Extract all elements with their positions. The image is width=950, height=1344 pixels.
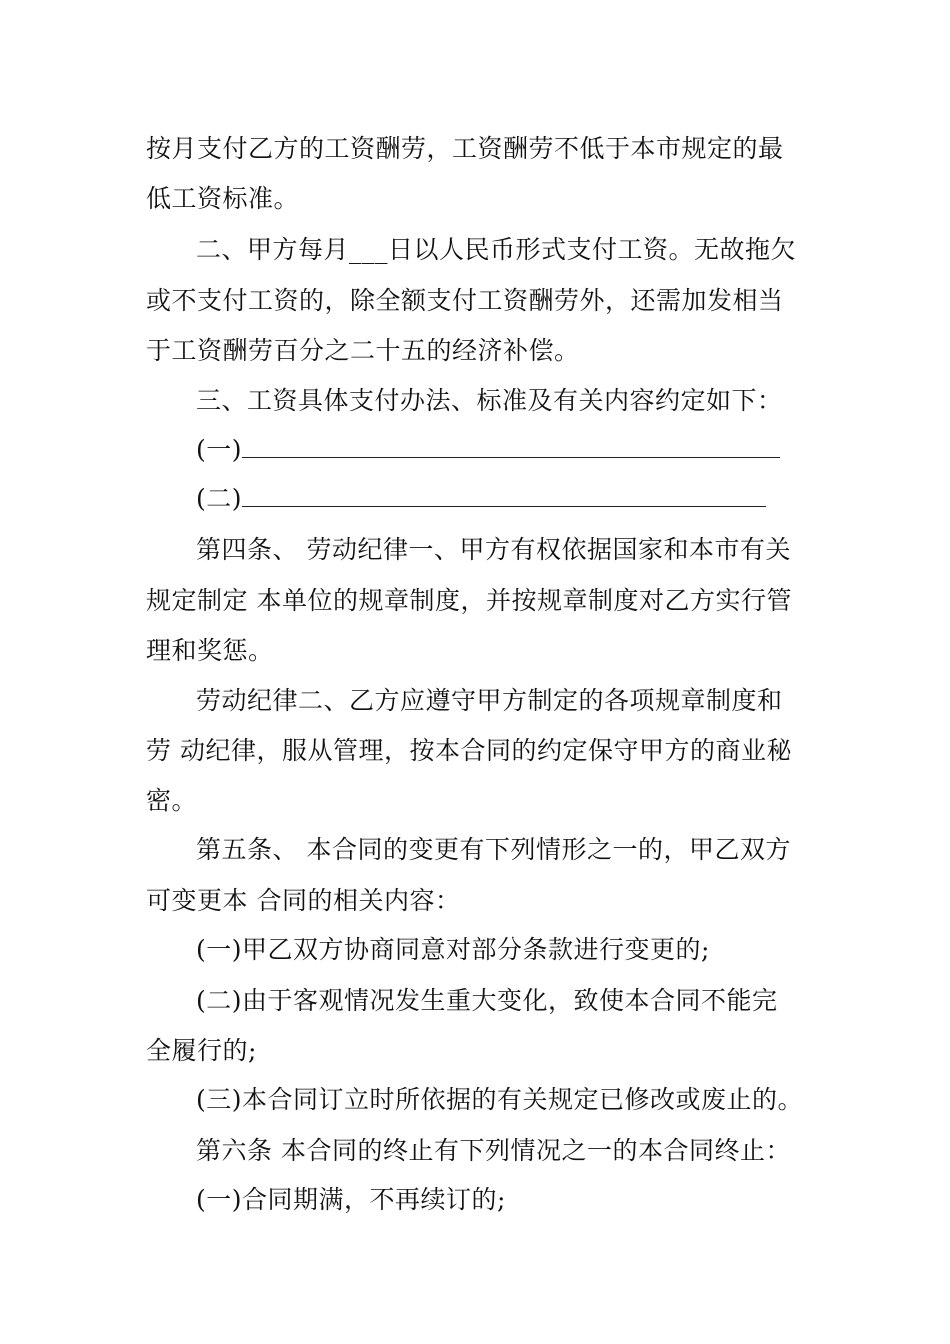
text-line: 第六条 本合同的终止有下列情况之一的本合同终止： [196,1136,791,1165]
text-line: 规定制定 本单位的规章制度，并按规章制度对乙方实行管 [146,586,792,615]
text-line: (一)合同期满，不再续订的; [196,1185,506,1214]
text-line: 或不支付工资的，除全额支付工资酬劳外，还需加发相当 [146,286,784,315]
text-line: 按月支付乙方的工资酬劳，工资酬劳不低于本市规定的最 [146,134,784,163]
text-line: 第五条、 本合同的变更有下列情形之一的，甲乙双方 [196,835,791,864]
text-line: 低工资标准。 [146,184,300,213]
text-line: 理和奖惩。 [146,636,274,665]
text-line: 劳动纪律二、乙方应遵守甲方制定的各项规章制度和 [196,686,783,715]
fill-in-line [196,433,780,467]
text-line: 二、甲方每月___日以人民币形式支付工资。无故拖欠 [196,235,797,264]
item-marker: (二) [196,484,243,513]
blank-field[interactable] [242,435,780,458]
text-line: 劳 动纪律，服从管理，按本合同的约定保守甲方的商业秘 [146,736,792,765]
fill-in-line [196,482,766,516]
item-marker: (一) [196,435,243,464]
text-line: 三、工资具体支付办法、标准及有关内容约定如下： [196,386,783,415]
blank-field[interactable] [242,484,766,507]
text-line: (三)本合同订立时所依据的有关规定已修改或废止的。 [196,1085,804,1114]
text-line: (二)由于客观情况发生重大变化，致使本合同不能完 [196,986,778,1015]
text-line: 于工资酬劳百分之二十五的经济补偿。 [146,336,580,365]
text-line: 全履行的; [146,1036,257,1065]
text-line: 第四条、 劳动纪律一、甲方有权依据国家和本市有关 [196,535,791,564]
text-line: 可变更本 合同的相关内容： [146,886,461,915]
text-line: 密。 [146,786,198,815]
text-line: (一)甲乙双方协商同意对部分条款进行变更的; [196,935,710,964]
